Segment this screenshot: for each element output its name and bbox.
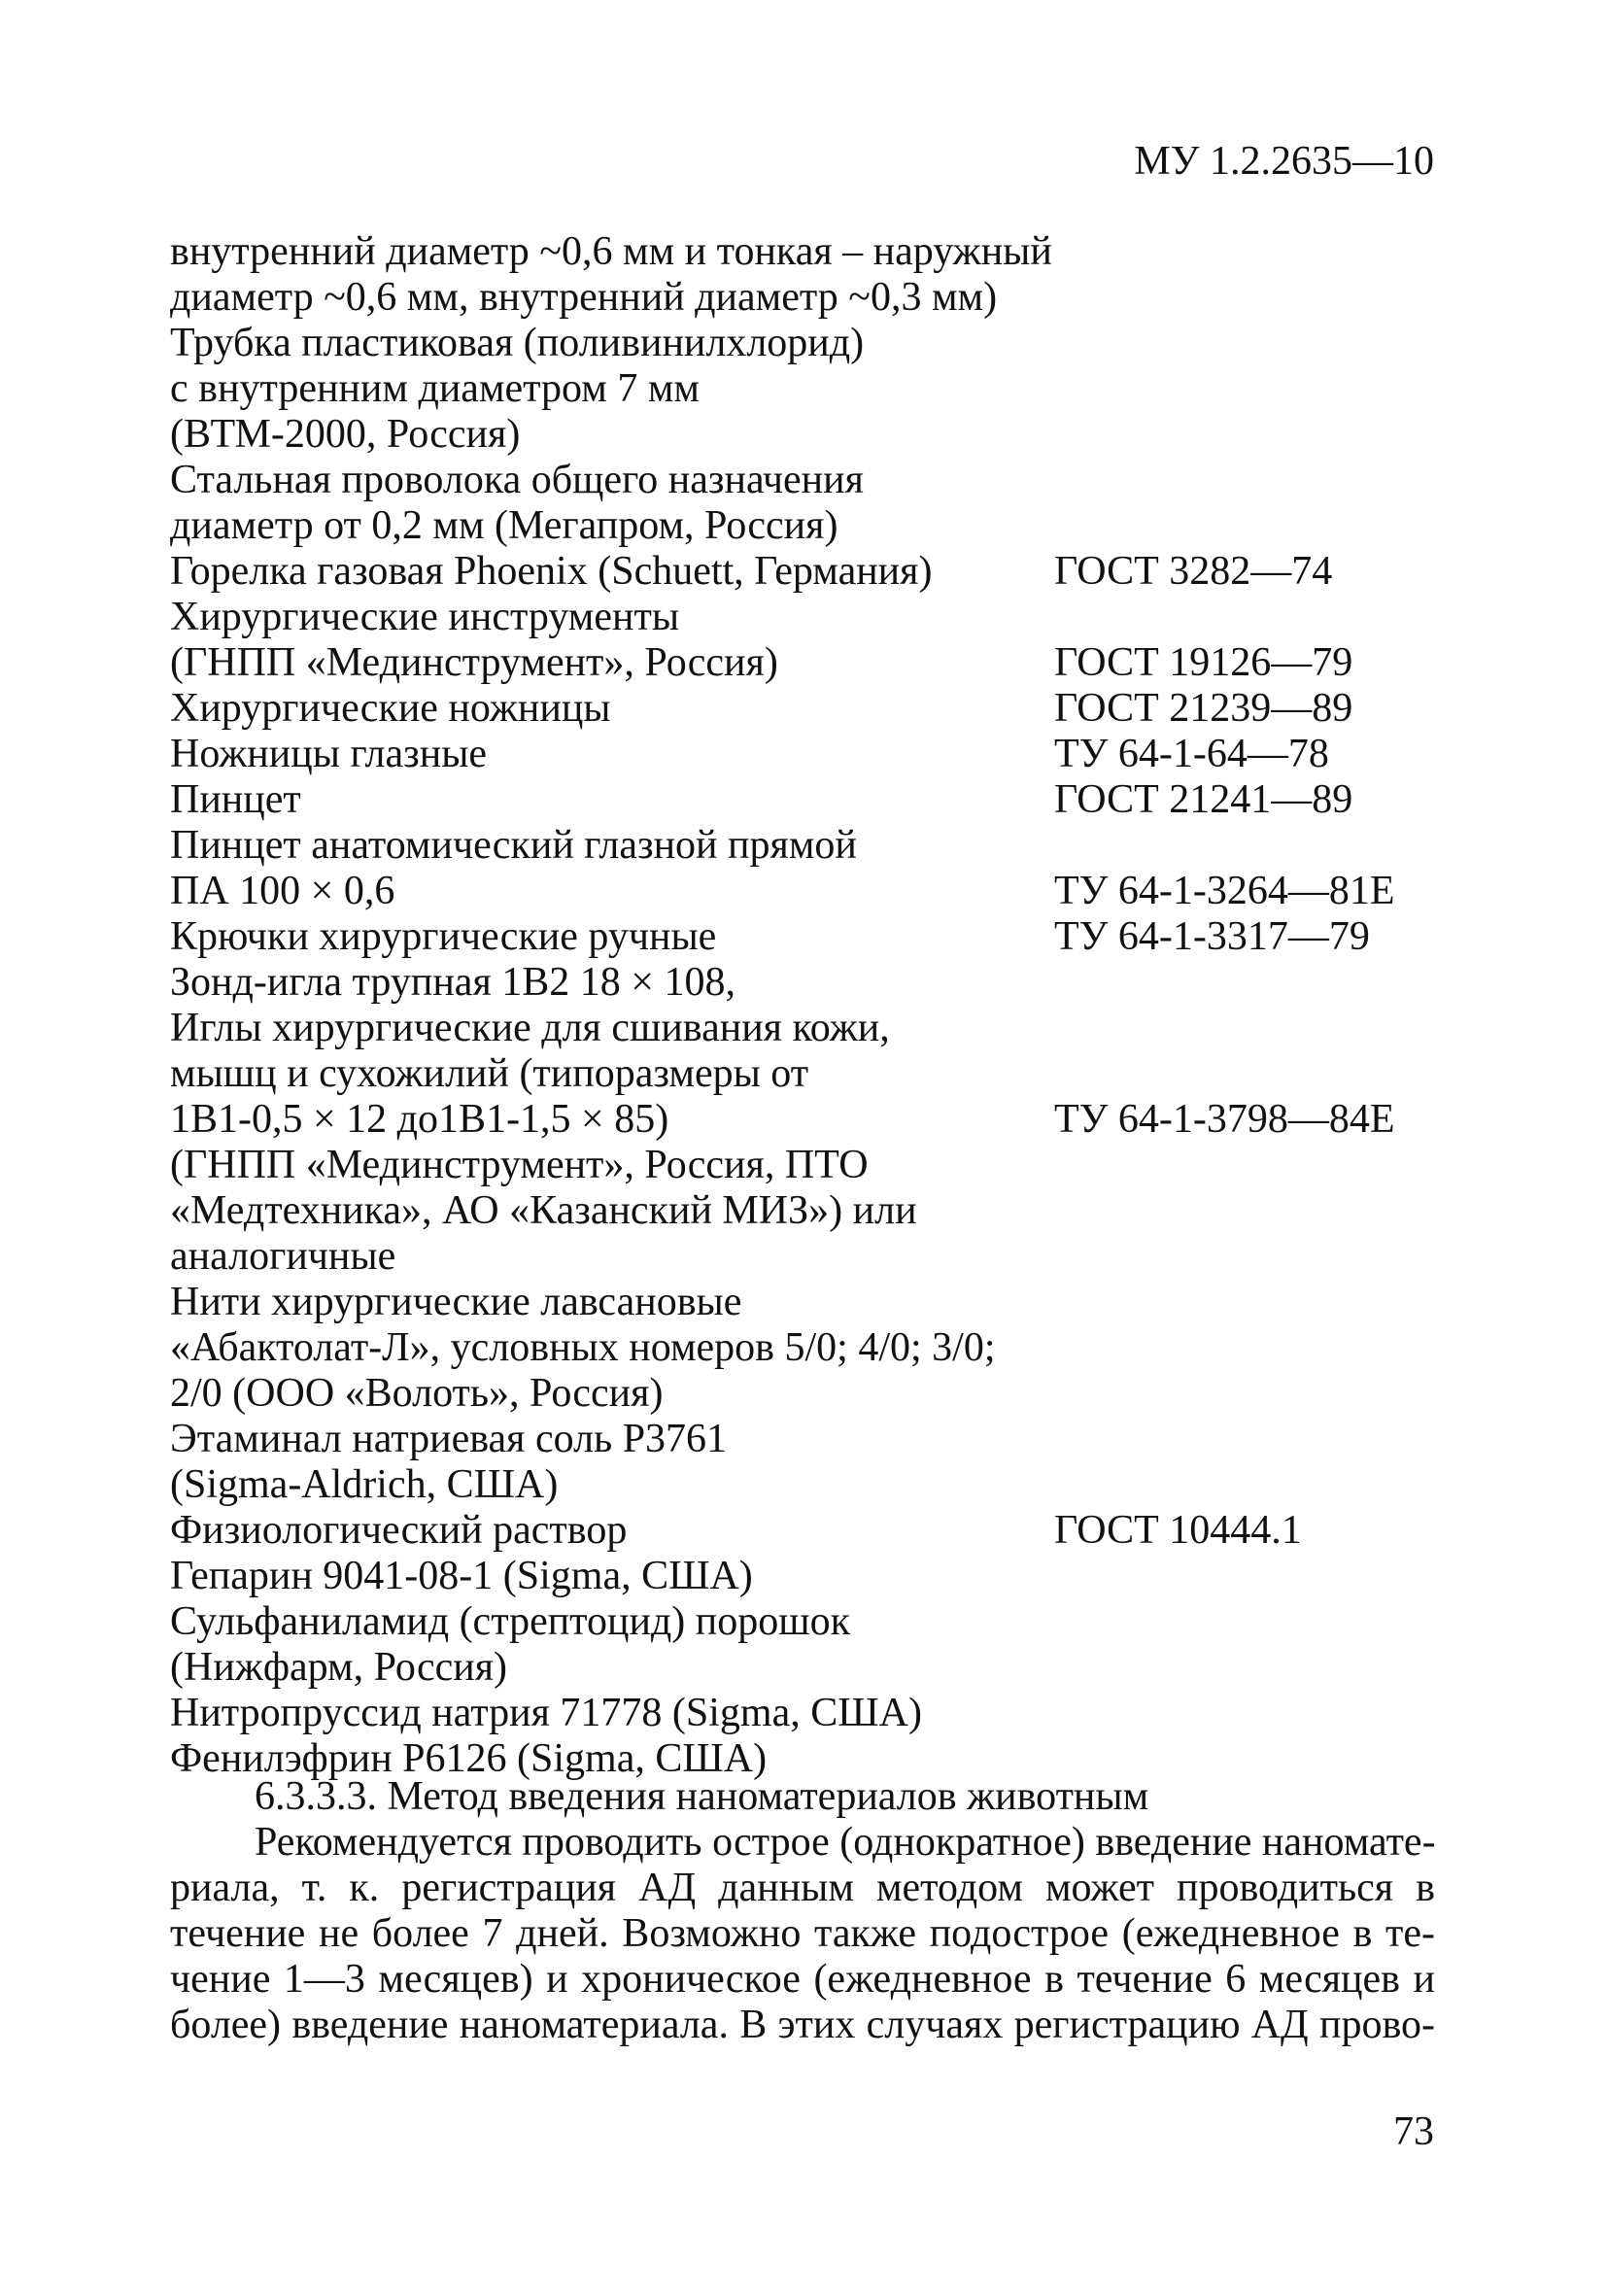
item-standard — [1054, 1371, 1443, 1417]
item-standard — [1054, 1462, 1443, 1508]
materials-list — [170, 229, 1443, 1782]
item-text: «Абактолат-Л», условных номеров 5/0; 4/0; 3/0; — [170, 1325, 996, 1370]
list-item — [170, 1417, 1443, 1462]
item-standard: ГОСТ 21239—89 — [1054, 686, 1353, 731]
list-item — [170, 1143, 1443, 1188]
item-standard — [1054, 412, 1443, 458]
item-text: аналогичные — [170, 1234, 396, 1279]
item-text: диаметр от 0,2 мм (Мегапром, Россия) — [170, 503, 838, 548]
item-text: Фенилэфрин Р6126 (Sigma, США) — [170, 1736, 768, 1781]
item-standard — [1054, 1006, 1443, 1051]
list-item — [170, 1097, 1443, 1143]
item-text: Трубка пластиковая (поливинилхлорид) — [170, 321, 865, 365]
item-text: Физиологический раствор — [170, 1508, 628, 1553]
item-standard — [1054, 823, 1443, 869]
item-text: с внутренним диаметром 7 мм — [170, 366, 700, 411]
item-text: Пинцет — [170, 777, 301, 822]
list-item — [170, 1234, 1443, 1280]
item-standard — [1054, 458, 1443, 503]
list-item — [170, 1462, 1443, 1508]
item-standard — [1054, 1691, 1443, 1736]
item-text: Ножницы глазные — [170, 732, 488, 776]
document-code-header: МУ 1.2.2635—10 — [1134, 139, 1434, 184]
item-text: Гепарин 9041-08-1 (Sigma, США) — [170, 1554, 753, 1598]
item-standard: ГОСТ 10444.1 — [1054, 1508, 1302, 1553]
item-standard: ГОСТ 21241—89 — [1054, 777, 1353, 822]
paragraph-line: течение не более 7 дней. Возможно также подострое (ежедневное в те- — [170, 1911, 1435, 1956]
list-item — [170, 1645, 1443, 1691]
item-standard: ТУ 64-1-3264—81Е — [1054, 869, 1395, 913]
item-standard: ТУ 64-1-3798—84Е — [1054, 1097, 1395, 1142]
list-item — [170, 732, 1443, 777]
list-item — [170, 503, 1443, 549]
list-item — [170, 1554, 1443, 1599]
item-standard — [1054, 960, 1443, 1006]
item-text: Нитропруссид натрия 71778 (Sigma, США) — [170, 1691, 922, 1735]
section-heading: 6.3.3.3. Метод введения наноматериалов животным — [255, 1774, 1149, 1819]
item-standard — [1054, 503, 1443, 549]
item-standard: ТУ 64-1-64—78 — [1054, 732, 1329, 776]
list-item — [170, 914, 1443, 960]
item-text: Нити хирургические лавсановые — [170, 1280, 742, 1324]
item-text: Сульфаниламид (стрептоцид) порошок — [170, 1599, 851, 1644]
list-item — [170, 1325, 1443, 1371]
item-text: Зонд-игла трупная 1В2 18 × 108, — [170, 960, 735, 1005]
list-item — [170, 777, 1443, 823]
paragraph-line: чение 1—3 месяцев) и хроническое (ежедневное в течение 6 месяцев и — [170, 1957, 1435, 2002]
item-standard — [1054, 1325, 1443, 1371]
item-standard — [1054, 1188, 1443, 1234]
item-text: Хирургические ножницы — [170, 686, 611, 731]
item-text: Горелка газовая Phoenix (Schuett, Германия) — [170, 549, 933, 594]
list-item — [170, 1508, 1443, 1554]
list-item — [170, 1188, 1443, 1234]
list-item — [170, 1051, 1443, 1097]
list-item — [170, 1691, 1443, 1736]
item-standard — [1054, 321, 1443, 366]
item-text: диаметр ~0,6 мм, внутренний диаметр ~0,3 мм) — [170, 275, 998, 320]
item-standard: ТУ 64-1-3317—79 — [1054, 914, 1370, 959]
list-item — [170, 229, 1443, 275]
list-item — [170, 1280, 1443, 1325]
list-item — [170, 458, 1443, 503]
section-paragraph — [170, 1820, 1435, 2048]
item-text: (Sigma-Aldrich, США) — [170, 1462, 559, 1507]
item-standard — [1054, 1599, 1443, 1645]
item-text: 2/0 (ООО «Волоть», Россия) — [170, 1371, 664, 1416]
list-item — [170, 960, 1443, 1006]
item-text: мышц и сухожилий (типоразмеры от — [170, 1051, 809, 1096]
item-standard — [1054, 229, 1443, 275]
paragraph-line: риала, т. к. регистрация АД данным методом может проводиться в — [170, 1866, 1435, 1910]
item-text: Хирургические инструменты — [170, 595, 680, 639]
list-item — [170, 275, 1443, 321]
list-item — [170, 686, 1443, 732]
paragraph-line: Рекомендуется проводить острое (однократное) введение наномате- — [255, 1820, 1436, 1865]
item-standard: ГОСТ 19126—79 — [1054, 640, 1353, 685]
list-item — [170, 1006, 1443, 1051]
list-item — [170, 366, 1443, 412]
item-standard — [1054, 1417, 1443, 1462]
item-standard — [1054, 595, 1443, 640]
item-text: 1В1-0,5 × 12 до1В1-1,5 × 85) — [170, 1097, 669, 1142]
item-text: ПА 100 × 0,6 — [170, 869, 395, 913]
item-text: «Медтехника», АО «Казанский МИЗ») или — [170, 1188, 917, 1233]
item-standard — [1054, 1234, 1443, 1280]
list-item — [170, 869, 1443, 914]
item-text: Стальная проволока общего назначения — [170, 458, 864, 502]
item-text: (ВТМ-2000, Россия) — [170, 412, 521, 457]
item-standard: ГОСТ 3282—74 — [1054, 549, 1333, 594]
item-standard — [1054, 1554, 1443, 1599]
item-text: Крючки хирургические ручные — [170, 914, 717, 959]
list-item — [170, 412, 1443, 458]
item-text: Пинцет анатомический глазной прямой — [170, 823, 857, 868]
list-item — [170, 549, 1443, 595]
page-number: 73 — [1393, 2109, 1434, 2154]
item-text: Иглы хирургические для сшивания кожи, — [170, 1006, 890, 1050]
item-text: (ГНПП «Мединструмент», Россия, ПТО — [170, 1143, 869, 1187]
paragraph-line: более) введение наноматериала. В этих случаях регистрацию АД прово- — [170, 2003, 1435, 2047]
list-item — [170, 1371, 1443, 1417]
list-item — [170, 595, 1443, 640]
item-standard — [1054, 1645, 1443, 1691]
item-standard — [1054, 275, 1443, 321]
list-item — [170, 640, 1443, 686]
item-text: (ГНПП «Мединструмент», Россия) — [170, 640, 778, 685]
item-text: Этаминал натриевая соль Р3761 — [170, 1417, 728, 1461]
list-item — [170, 321, 1443, 366]
item-text: (Нижфарм, Россия) — [170, 1645, 508, 1690]
list-item — [170, 823, 1443, 869]
item-standard — [1054, 1280, 1443, 1325]
item-standard — [1054, 366, 1443, 412]
list-item — [170, 1599, 1443, 1645]
item-standard — [1054, 1051, 1443, 1097]
item-standard — [1054, 1143, 1443, 1188]
item-text: внутренний диаметр ~0,6 мм и тонкая – наружный — [170, 229, 1052, 274]
